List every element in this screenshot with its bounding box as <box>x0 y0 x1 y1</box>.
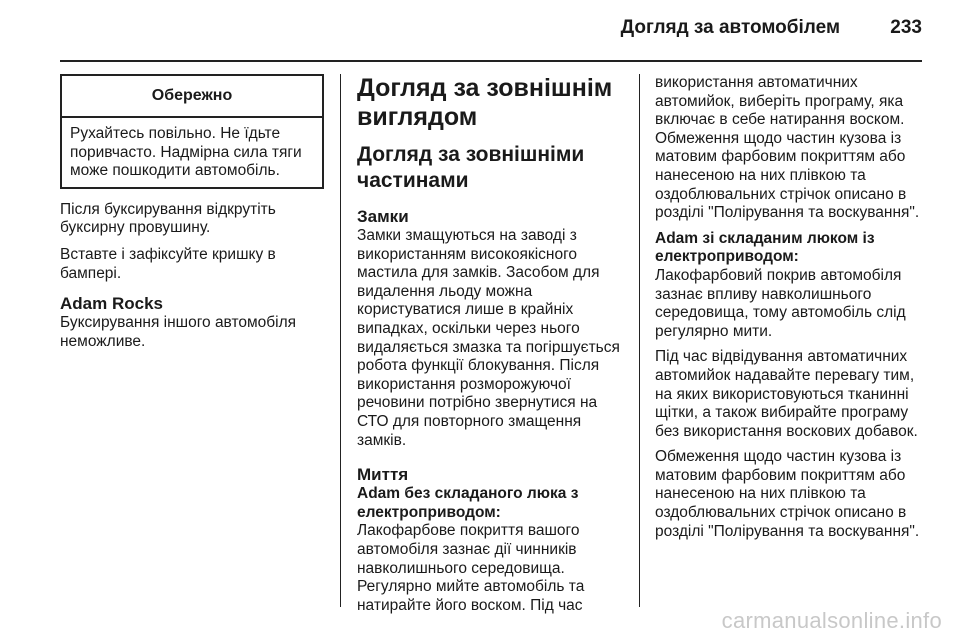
paint-paragraph: Лакофарбовий покрив автомобіля зазнає впливу навколишнього середовища, тому автомобіль слід регулярно мити. <box>655 266 906 340</box>
locks-paragraph: Замки змащуються на заводі з використанням високоякісного мастила для замків. Засобом для видалення льоду можна користуватися лише в крайніх випадках, оскільки через нього видаляється змазка та погіршується робота функції блокування. Після використання розморожуючої речовини потрібно звернутися на СТО для повторного змащення замків. <box>357 227 620 449</box>
page-number: 233 <box>890 17 922 38</box>
watermark: carmanualsonline.info <box>721 608 942 633</box>
column-divider-right <box>639 74 640 607</box>
towing-eye-paragraph: Після буксирування відкрутіть буксирну провушину. <box>60 200 276 237</box>
warning-title: Обережно <box>62 76 322 118</box>
matte-paint-paragraph: Обмеження щодо частин кузова із матовим фарбовим покриттям або нанесеною на них плівкою та оздоблювальних стрічок описано в розділі "Полірування та воскування". <box>655 448 920 540</box>
washing-subheading: Adam без складаного люка з електроприводом: <box>357 485 579 521</box>
column-divider-left <box>340 74 341 607</box>
page-header-title: Догляд за автомобілем <box>620 17 840 38</box>
column-right <box>655 74 925 541</box>
automatic-wash-paragraph: Під час відвідування автоматичних автомийок надавайте перевагу тим, на яких використовуються тканинні щітки, а також вибирайте програму без використання воскових добавок. <box>655 348 918 440</box>
warning-box <box>60 74 324 189</box>
adam-rocks-heading: Adam Rocks <box>60 294 163 314</box>
subsection-title: Догляд за зовнішніми частинами <box>357 143 585 192</box>
washing-heading: Миття <box>357 465 409 485</box>
header-divider <box>60 60 922 62</box>
bumper-cap-paragraph: Вставте і зафіксуйте кришку в бампері. <box>60 245 276 282</box>
adam-rocks-paragraph: Буксирування іншого автомобіля неможливе. <box>60 314 297 350</box>
warning-body <box>62 118 322 187</box>
column-middle <box>357 74 627 615</box>
washing-paragraph: Лакофарбове покриття вашого автомобіля зазнає дії чинників навколишнього середовища. Регулярно мийте автомобіль та натирайте його воском. Під час <box>357 522 585 614</box>
column-left <box>60 74 324 351</box>
warning-text: Рухайтесь повільно. Не їдьте поривчасто. Надмірна сила тяги може пошкодити автомобіль. <box>70 125 302 180</box>
section-title: Догляд за зовнішнім виглядом <box>357 74 613 131</box>
locks-heading: Замки <box>357 207 409 226</box>
sunroof-subheading: Adam зі складаним люком із електроприводом: <box>655 229 875 266</box>
car-wash-paragraph: використання автоматичних автомийок, виберіть програму, яка включає в себе натирання воском. Обмеження щодо частин кузова із матовим фарбовим покриттям або нанесеною на них плівкою та оздоблювальних стрічок описано в розділі "Полірування та воскування". <box>655 74 920 222</box>
